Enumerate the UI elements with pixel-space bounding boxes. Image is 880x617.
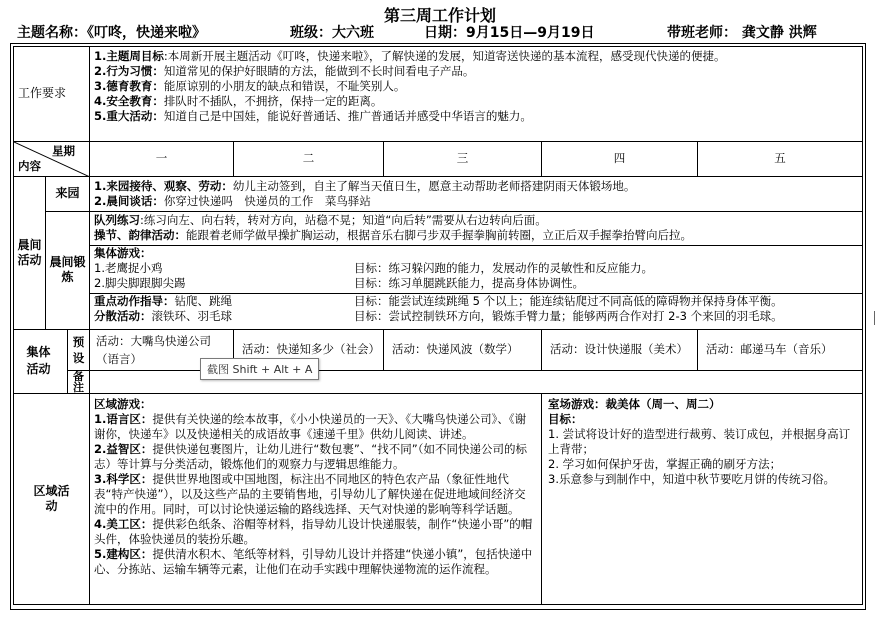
date-range: 日期：9月15日—9月19日 xyxy=(424,25,595,41)
weekday-mon: 一 xyxy=(90,141,234,176)
area-item: 2.益智区：提供快递包裹图片，让幼儿进行“数包裹”、“找不同”（如不同快递公司的标志）等计算与分类活动，锻炼他们的观察力与逻辑思维能力。 xyxy=(94,441,527,471)
teacher-names: 带班老师： 龚文静 洪辉 xyxy=(667,25,817,41)
activity-fri: 活动：邮递马车（音乐） xyxy=(698,329,863,370)
room-goal-label: 目标： xyxy=(548,411,583,426)
preset-label: 预设 xyxy=(68,329,90,370)
requirement-item: 1.主题周目标:本周新开展主题活动《叮咚，快递来啦》，了解快递的发展，知道寄送快递的基本流程，感受现代快递的便捷。 xyxy=(94,49,726,63)
room-goal: 2. 学习如何保护牙齿，掌握正确的刷牙方法； xyxy=(548,456,782,471)
arrival-line: 1.来园接待、观察、劳动：幼儿主动签到，自主了解当天值日生，愿意主动帮助老师搭建阴雨天体锻场地。 xyxy=(94,178,636,193)
page-title: 第三周工作计划 xyxy=(383,6,496,25)
requirement-item: 2.行为习惯：知道常见的保护好眼睛的方法，能做到不长时间看电子产品。 xyxy=(94,64,475,78)
exercise-content xyxy=(90,211,863,329)
game-item: 1.老鹰捉小鸡 目标：练习躲闪跑的能力，发展动作的灵敏性和反应能力。 xyxy=(94,260,654,275)
room-games xyxy=(542,393,863,604)
text-cursor xyxy=(874,311,875,325)
weekday-wed: 三 xyxy=(384,141,542,176)
arrival-row xyxy=(14,176,863,211)
skill-activities xyxy=(90,293,862,324)
area-games xyxy=(90,393,542,604)
exercise-label: 晨间锻炼 xyxy=(46,211,90,329)
area-games-title: 区域游戏： xyxy=(94,396,152,411)
weekday-header-row xyxy=(14,141,863,176)
requirements-label: 工作要求 xyxy=(14,47,90,142)
group-preset-row xyxy=(14,329,863,370)
morning-label: 晨间活动 xyxy=(14,176,46,329)
activity-mon: 活动：大嘴鸟快递公司（语言） xyxy=(90,329,234,370)
corner-weekday: 星期 xyxy=(52,143,76,158)
weekday-thu: 四 xyxy=(542,141,698,176)
activity-thu: 活动：设计快递服（美术） xyxy=(542,329,698,370)
area-item: 5.建构区：提供清水积木、笔纸等材料，引导幼儿设计并搭建“快递小镇”，包括快递中心、分拣站、运输车辆等元素，让他们在动手实践中理解快递物流的运作流程。 xyxy=(94,546,533,576)
queue-practice: 队列练习:练习向左、向右转，转对方向，站稳不晃；知道“向后转”需要从右边转向后面。 xyxy=(94,212,547,227)
activity-wed: 活动：快递风波（数学） xyxy=(384,329,542,370)
note-label: 备注 xyxy=(68,370,90,393)
weekday-tue: 二 xyxy=(234,141,384,176)
area-item: 3.科学区：提供世界地图或中国地图，标注出不同地区的特色农产品（象征性地代表“特产快递”），以及这些产品的主要销售地，引导幼儿了解快递在促进地域间经济交流中的作用。同时，可以讨论快递运输的路线选择、天气对快递的影响等科学话题。 xyxy=(94,471,526,516)
corner-content: 内容 xyxy=(18,158,41,173)
arrival-content xyxy=(90,176,863,211)
room-goal: 3.乐意参与到制作中，知道中秋节要吃月饼的传统习俗。 xyxy=(548,471,835,486)
focus-action: 重点动作指导：钻爬、跳绳 目标：能尝试连续跳绳 5 个以上；能连续钻爬过不同高低的障碍物并保持身体平衡。 xyxy=(94,293,783,308)
group-activity-label: 集体活动 xyxy=(14,329,68,393)
class-name: 班级：大六班 xyxy=(290,25,374,41)
requirements-content xyxy=(90,47,863,142)
requirement-item: 5.重大活动：知道自己是中国娃，能说好普通话、推广普通话并感受中华语言的魅力。 xyxy=(94,109,532,123)
weekday-corner xyxy=(14,141,90,176)
area-activity-label: 区域活动 xyxy=(14,393,90,604)
requirement-item: 3.德育教育：能原谅别的小朋友的缺点和错误，不耻笑别人。 xyxy=(94,79,406,93)
plan-table xyxy=(13,46,862,605)
group-games-title: 集体游戏： xyxy=(94,245,152,260)
rhythm-activity: 操节、韵律活动：能跟着老师学做早操扩胸运动，根据音乐右脚弓步双手握拳胸前转圈，立正后双手握拳抬臂向后拉。 xyxy=(94,227,693,242)
arrival-label: 来园 xyxy=(46,176,90,211)
weekday-fri: 五 xyxy=(698,141,863,176)
room-games-title: 室场游戏：裁美体（周一、周二） xyxy=(548,396,721,411)
requirements-row xyxy=(14,47,863,142)
spread-activity: 分散活动：滚铁环、羽毛球 目标：尝试控制铁环方向，锻炼手臂力量；能够两两合作对打 2-3 个来回的羽毛球。 xyxy=(94,308,783,323)
exercise-row xyxy=(14,211,863,329)
area-item: 4.美工区：提供彩色纸条、浴帽等材料，指导幼儿设计快递服装，制作“快递小哥”的帽头件，体验快递员的装扮乐趣。 xyxy=(94,516,533,546)
group-games xyxy=(90,245,862,291)
requirement-item: 4.安全教育：排队时不插队，不拥挤，保持一定的距离。 xyxy=(94,94,383,108)
game-item: 2.脚尖脚跟脚尖踢 目标：练习单腿跳跃能力，提高身体协调性。 xyxy=(94,275,585,290)
theme-name: 主题名称：《叮咚，快递来啦》 xyxy=(17,25,206,41)
area-row xyxy=(14,393,863,604)
arrival-line: 2.晨间谈话：你穿过快递吗 快递员的工作 菜鸟驿站 xyxy=(94,193,371,208)
room-goal: 1. 尝试将设计好的造型进行裁剪、装订成包，并根据身高订上背带； xyxy=(548,426,851,456)
area-item: 1.语言区：提供有关快递的绘本故事，《小小快递员的一天》、《大嘴鸟快递公司》、《谢谢你，快递车》以及快递相关的成语故事《速递千里》供幼儿阅读、讲述。 xyxy=(94,411,527,441)
group-note-row xyxy=(14,370,863,393)
activity-tue: 活动：快递知多少（社会） xyxy=(234,329,384,370)
screenshot-tooltip: 截图 Shift + Alt + A xyxy=(200,358,319,380)
